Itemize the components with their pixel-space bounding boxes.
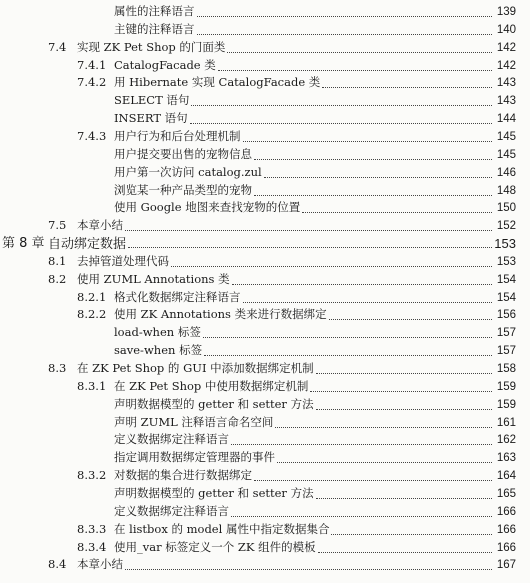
toc-entry[interactable] [0,73,530,92]
toc-entry-title: 属性的注释语言 [114,4,195,18]
toc-entry[interactable] [0,377,530,396]
toc-entry[interactable] [0,91,530,110]
dot-leader [125,230,492,231]
toc-entry-title: save-when 标签 [114,343,203,358]
dot-leader [316,498,492,499]
toc-entry-page: 166 [496,541,516,554]
dot-leader [197,16,493,17]
toc-entry[interactable] [0,538,530,557]
dot-leader [302,212,492,213]
toc-entry-page: 157 [496,345,516,358]
toc-entry-title: SELECT 语句 [114,93,190,108]
toc-entry-page: 166 [496,523,516,536]
toc-entry-number: 8.1 [48,253,67,268]
toc-entry-title: 定义数据绑定注释语言 [114,503,229,518]
dot-leader [197,34,493,35]
toc-entry[interactable] [0,198,530,217]
toc-entry[interactable] [0,341,530,360]
dot-leader [128,247,492,248]
toc-entry-page: 166 [496,505,516,518]
toc-entry[interactable] [0,163,530,182]
toc-entry-title: 自动绑定数据 [48,237,127,253]
toc-entry[interactable] [0,20,530,39]
toc-entry[interactable] [0,430,530,449]
toc-entry-title: 浏览某一种产品类型的宠物 [114,182,252,197]
toc-entry-title: 实现 ZK Pet Shop 的门面类 [77,39,226,54]
toc-entry[interactable] [0,305,530,324]
toc-entry-page: 152 [496,220,516,233]
toc-entry-number: 8.3 [48,361,67,375]
dot-leader [316,409,492,410]
toc-entry[interactable] [0,127,530,146]
toc-entry[interactable] [0,395,530,414]
dot-leader [329,319,492,320]
toc-entry[interactable] [0,38,530,57]
toc-entry-title: 用 Hibernate 实现 CatalogFacade 类 [114,75,321,90]
toc-entry-page: 145 [496,130,516,143]
toc-entry-number: 8.2.2 [77,307,107,322]
toc-entry-page: 162 [496,434,516,447]
toc-entry-title: 使用_var 标签定义一个 ZK 组件的模板 [114,539,316,554]
dot-leader [254,480,492,481]
toc-entry-page: 164 [496,470,516,483]
toc-entry-title: 声明数据模型的 getter 和 setter 方法 [114,485,314,500]
toc-entry[interactable] [0,270,530,289]
dot-leader [171,266,492,267]
toc-entry[interactable] [0,484,530,503]
toc-entry[interactable] [0,359,530,378]
dot-leader [125,569,492,570]
toc-entry[interactable] [0,323,530,342]
dot-leader [310,391,492,392]
toc-entry-number: 8.3.2 [77,468,107,483]
toc-entry[interactable] [0,145,530,164]
toc-entry-page: 143 [496,95,516,108]
toc-entry-page: 148 [496,184,516,197]
toc-entry-title: 在 listbox 的 model 属性中指定数据集合 [114,521,330,536]
toc-entry[interactable] [0,502,530,521]
toc-entry-number: 7.4.1 [77,57,107,72]
dot-leader [190,123,492,124]
toc-entry[interactable] [0,466,530,485]
dot-leader [331,534,492,535]
toc-entry-number: 7.4 [48,39,67,54]
toc-entry[interactable] [0,56,530,75]
toc-entry-title: 用户行为和后台处理机制 [114,128,241,143]
toc-entry-page: 157 [496,327,516,340]
toc-entry-title: 声明数据模型的 getter 和 setter 方法 [114,396,314,411]
dot-leader [191,105,492,106]
dot-leader [243,302,493,303]
dot-leader [277,462,492,463]
dot-leader [254,195,492,196]
toc-entry[interactable] [0,252,530,271]
toc-entry-page: 163 [496,452,516,465]
dot-leader [243,141,493,142]
toc-entry-page: 161 [496,416,516,429]
toc-entry-title: 用户提交要出售的宠物信息 [114,146,252,161]
toc-entry-title: 去掉管道处理代码 [77,253,169,268]
dot-leader [318,552,492,553]
toc-entry-page: 140 [496,23,516,36]
toc-entry-page: 142 [496,59,516,72]
dot-leader [232,284,492,285]
toc-entry-title: 本章小结 [77,218,123,233]
dot-leader [204,355,492,356]
toc-entry-page: 146 [496,166,516,179]
toc-entry-title: 用户第一次访问 catalog.zul [114,164,262,179]
toc-entry-number: 第 8 章 [2,236,45,252]
dot-leader [275,427,492,428]
toc-entry-title: 使用 Google 地图来查找宠物的位置 [114,200,301,215]
toc-entry[interactable] [0,216,530,235]
toc-entry-page: 165 [496,487,516,500]
dot-leader [322,87,492,88]
toc-entry-page: 150 [496,202,516,215]
toc-entry-title: 在 ZK Pet Shop 的 GUI 中添加数据绑定机制 [77,361,314,375]
dot-leader [231,516,492,517]
toc-entry-page: 159 [496,398,516,411]
toc-entry[interactable] [0,520,530,539]
toc-entry-title: 使用 ZUML Annotations 类 [77,271,230,286]
toc-entry[interactable] [0,288,530,307]
toc-entry-title: 声明 ZUML 注释语言命名空间 [114,414,274,429]
toc-entry-title: 对数据的集合进行数据绑定 [114,468,252,483]
toc-entry-title: 指定调用数据绑定管理器的事件 [114,450,275,465]
dot-leader [218,70,492,71]
toc-entry-number: 7.4.2 [77,75,107,90]
toc-entry-title: INSERT 语句 [114,111,188,126]
toc-entry-page: 159 [496,380,516,393]
dot-leader [203,337,492,338]
dot-leader [254,159,492,160]
dot-leader [264,177,492,178]
toc-entry-title: load-when 标签 [114,325,201,340]
toc-entry-page: 144 [496,113,516,126]
toc-entry-number: 8.3.4 [77,539,107,554]
toc-entry-number: 8.2.1 [77,289,107,304]
toc-entry[interactable] [0,555,530,574]
toc-entry-page: 158 [496,363,516,375]
toc-entry-page: 154 [496,291,516,304]
toc-entry-page: 143 [496,77,516,90]
toc-entry[interactable] [0,413,530,432]
toc-entry-title: 本章小结 [77,557,123,572]
toc-entry-page: 145 [496,148,516,161]
toc-entry-number: 8.2 [48,271,67,286]
toc-entry-page: 139 [496,6,516,18]
toc-entry-page: 156 [496,309,516,322]
toc-entry-title: CatalogFacade 类 [114,57,216,72]
toc-entry-page: 167 [496,559,516,572]
dot-leader [231,444,492,445]
toc-entry-title: 使用 ZK Annotations 类来进行数据绑定 [114,307,327,322]
toc-entry-title: 格式化数据绑定注释语言 [114,289,241,304]
toc-entry[interactable] [0,234,530,253]
toc-entry-title: 定义数据绑定注释语言 [114,432,229,447]
toc-entry-number: 8.4 [48,557,67,572]
dot-leader [227,52,492,53]
dot-leader [316,373,492,374]
toc-entry[interactable] [0,181,530,200]
toc-entry-title: 在 ZK Pet Shop 中使用数据绑定机制 [114,378,309,393]
toc-entry-page: 153 [496,255,516,268]
toc-entry-number: 7.5 [48,218,67,233]
toc-entry-number: 8.3.1 [77,378,107,393]
toc-entry[interactable] [0,448,530,467]
toc-entry-page: 153 [494,236,516,252]
toc-entry-page: 142 [496,41,516,54]
toc-entry[interactable] [0,109,530,128]
toc-entry-title: 主键的注释语言 [114,21,195,36]
toc-entry-number: 7.4.3 [77,128,107,143]
toc-entry-number: 8.3.3 [77,521,107,536]
toc-entry-page: 154 [496,273,516,286]
toc-entry[interactable] [0,2,530,21]
